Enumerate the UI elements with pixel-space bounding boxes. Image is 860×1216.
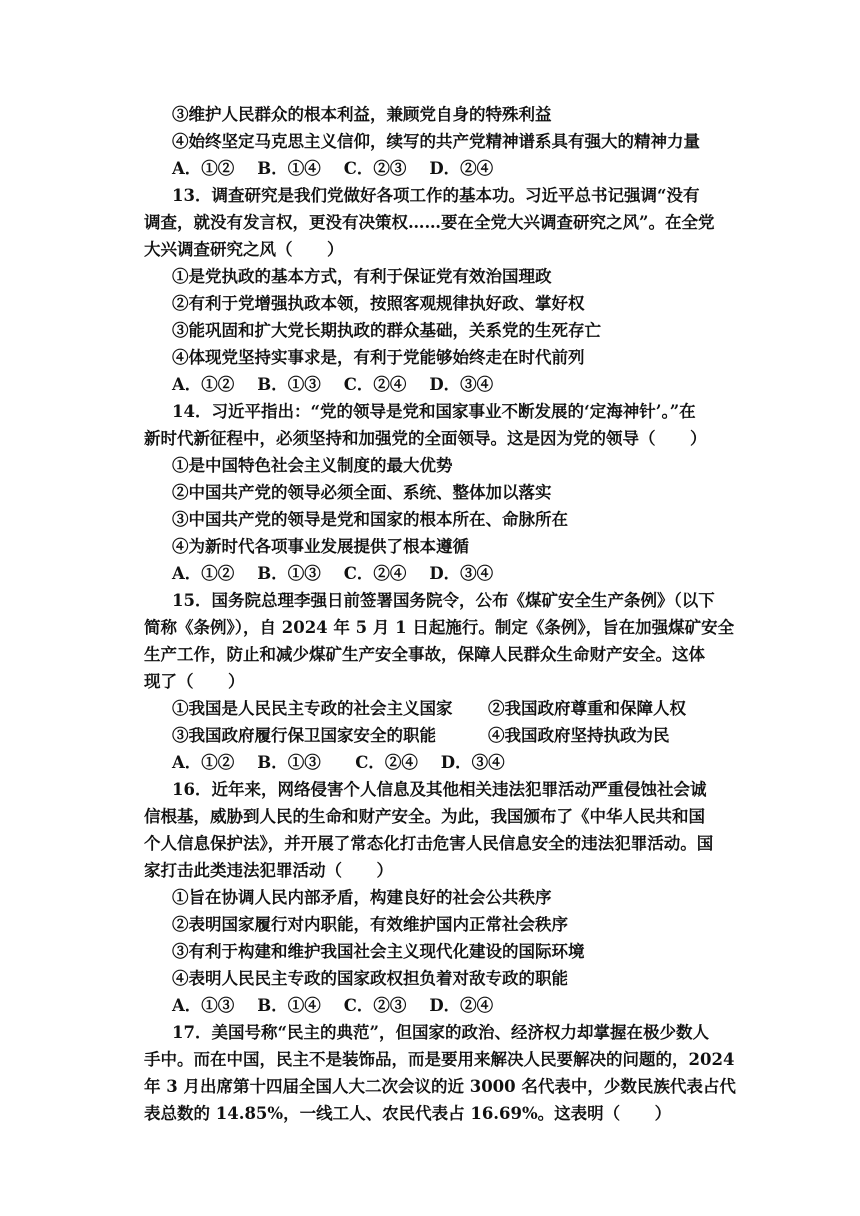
q17-stem-line-3: 年 3 月出席第十四届全国人大二次会议的近 3000 名代表中，少数民族代表占代 xyxy=(144,1077,736,1096)
q15-option-2: ②我国政府尊重和保障人权 xyxy=(488,699,686,718)
q15-stem-line-3: 生产工作，防止和减少煤矿生产安全事故，保障人民群众生命财产安全。这体 xyxy=(144,645,705,664)
q15-option-4: ④我国政府坚持执政为民 xyxy=(488,726,670,745)
q17-stem-line-1: 17．美国号称“民主的典范”，但国家的政治、经济权力却掌握在极少数人 xyxy=(172,1023,709,1042)
q14-stem-line-1: 14．习近平指出：“党的领导是党和国家事业不断发展的‘定海神针’。”在 xyxy=(172,402,696,421)
q14-answer-choices: A．①② B．①③ C．②④ D．③④ xyxy=(172,564,494,583)
q16-stem-line-3: 个人信息保护法》，并开展了常态化打击危害人民信息安全的违法犯罪活动。国 xyxy=(144,834,714,853)
q14-option-2: ②中国共产党的领导必须全面、系统、整体加以落实 xyxy=(172,483,552,502)
q17-stem-line-4: 表总数的 14.85%，一线工人、农民代表占 16.69%。这表明（ ） xyxy=(144,1104,672,1123)
q12-option-4: ④始终坚定马克思主义信仰，续写的共产党精神谱系具有强大的精神力量 xyxy=(172,132,700,151)
q13-option-4: ④体现党坚持实事求是，有利于党能够始终走在时代前列 xyxy=(172,348,585,367)
q15-option-3: ③我国政府履行保卫国家安全的职能 xyxy=(172,726,436,745)
q16-option-3: ③有利于构建和维护我国社会主义现代化建设的国际环境 xyxy=(172,942,585,961)
q16-option-4: ④表明人民民主专政的国家政权担负着对敌专政的职能 xyxy=(172,969,568,988)
q15-answer-choices: A．①② B．①③ C．②④ D．③④ xyxy=(172,753,505,772)
q13-stem-line-1: 13．调查研究是我们党做好各项工作的基本功。习近平总书记强调“没有 xyxy=(172,186,700,205)
q16-stem-line-2: 信根基，威胁到人民的生命和财产安全。为此，我国颁布了《中华人民共和国 xyxy=(144,807,705,826)
q15-stem-line-4: 现了（ ） xyxy=(144,672,245,691)
q12-option-3: ③维护人民群众的根本利益，兼顾党自身的特殊利益 xyxy=(172,105,552,124)
q15-stem-line-1: 15．国务院总理李强日前签署国务院令，公布《煤矿安全生产条例》（以下 xyxy=(172,591,715,610)
q17-stem-line-2: 手中。而在中国，民主不是装饰品，而是要用来解决人民要解决的问题的，2024 xyxy=(144,1050,735,1069)
q16-option-2: ②表明国家履行对内职能，有效维护国内正常社会秩序 xyxy=(172,915,568,934)
q13-stem-line-2: 调查，就没有发言权，更没有决策权……要在全党大兴调查研究之风”。在全党 xyxy=(144,213,715,232)
q16-stem-line-1: 16．近年来，网络侵害个人信息及其他相关违法犯罪活动严重侵蚀社会诚 xyxy=(172,780,707,799)
q15-option-1: ①我国是人民民主专政的社会主义国家 xyxy=(172,699,453,718)
q13-stem-line-3: 大兴调查研究之风（ ） xyxy=(144,240,344,259)
q13-answer-choices: A．①② B．①③ C．②④ D．③④ xyxy=(172,375,494,394)
q15-stem-line-2: 简称《条例》），自 2024 年 5 月 1 日起施行。制定《条例》，旨在加强煤矿安全 xyxy=(144,618,735,637)
q16-answer-choices: A．①③ B．①④ C．②③ D．②④ xyxy=(172,996,494,1015)
q16-option-1: ①旨在协调人民内部矛盾，构建良好的社会公共秩序 xyxy=(172,888,552,907)
q13-option-1: ①是党执政的基本方式，有利于保证党有效治国理政 xyxy=(172,267,552,286)
q16-stem-line-4: 家打击此类违法犯罪活动（ ） xyxy=(144,861,393,880)
q14-stem-line-2: 新时代新征程中，必须坚持和加强党的全面领导。这是因为党的领导（ ） xyxy=(144,429,707,448)
q13-option-2: ②有利于党增强执政本领，按照客观规律执好政、掌好权 xyxy=(172,294,585,313)
q14-option-3: ③中国共产党的领导是党和国家的根本所在、命脉所在 xyxy=(172,510,568,529)
q12-answer-choices: A．①② B．①④ C．②③ D．②④ xyxy=(172,159,494,178)
q14-option-4: ④为新时代各项事业发展提供了根本遵循 xyxy=(172,537,469,556)
q13-option-3: ③能巩固和扩大党长期执政的群众基础，关系党的生死存亡 xyxy=(172,321,601,340)
q14-option-1: ①是中国特色社会主义制度的最大优势 xyxy=(172,456,453,475)
